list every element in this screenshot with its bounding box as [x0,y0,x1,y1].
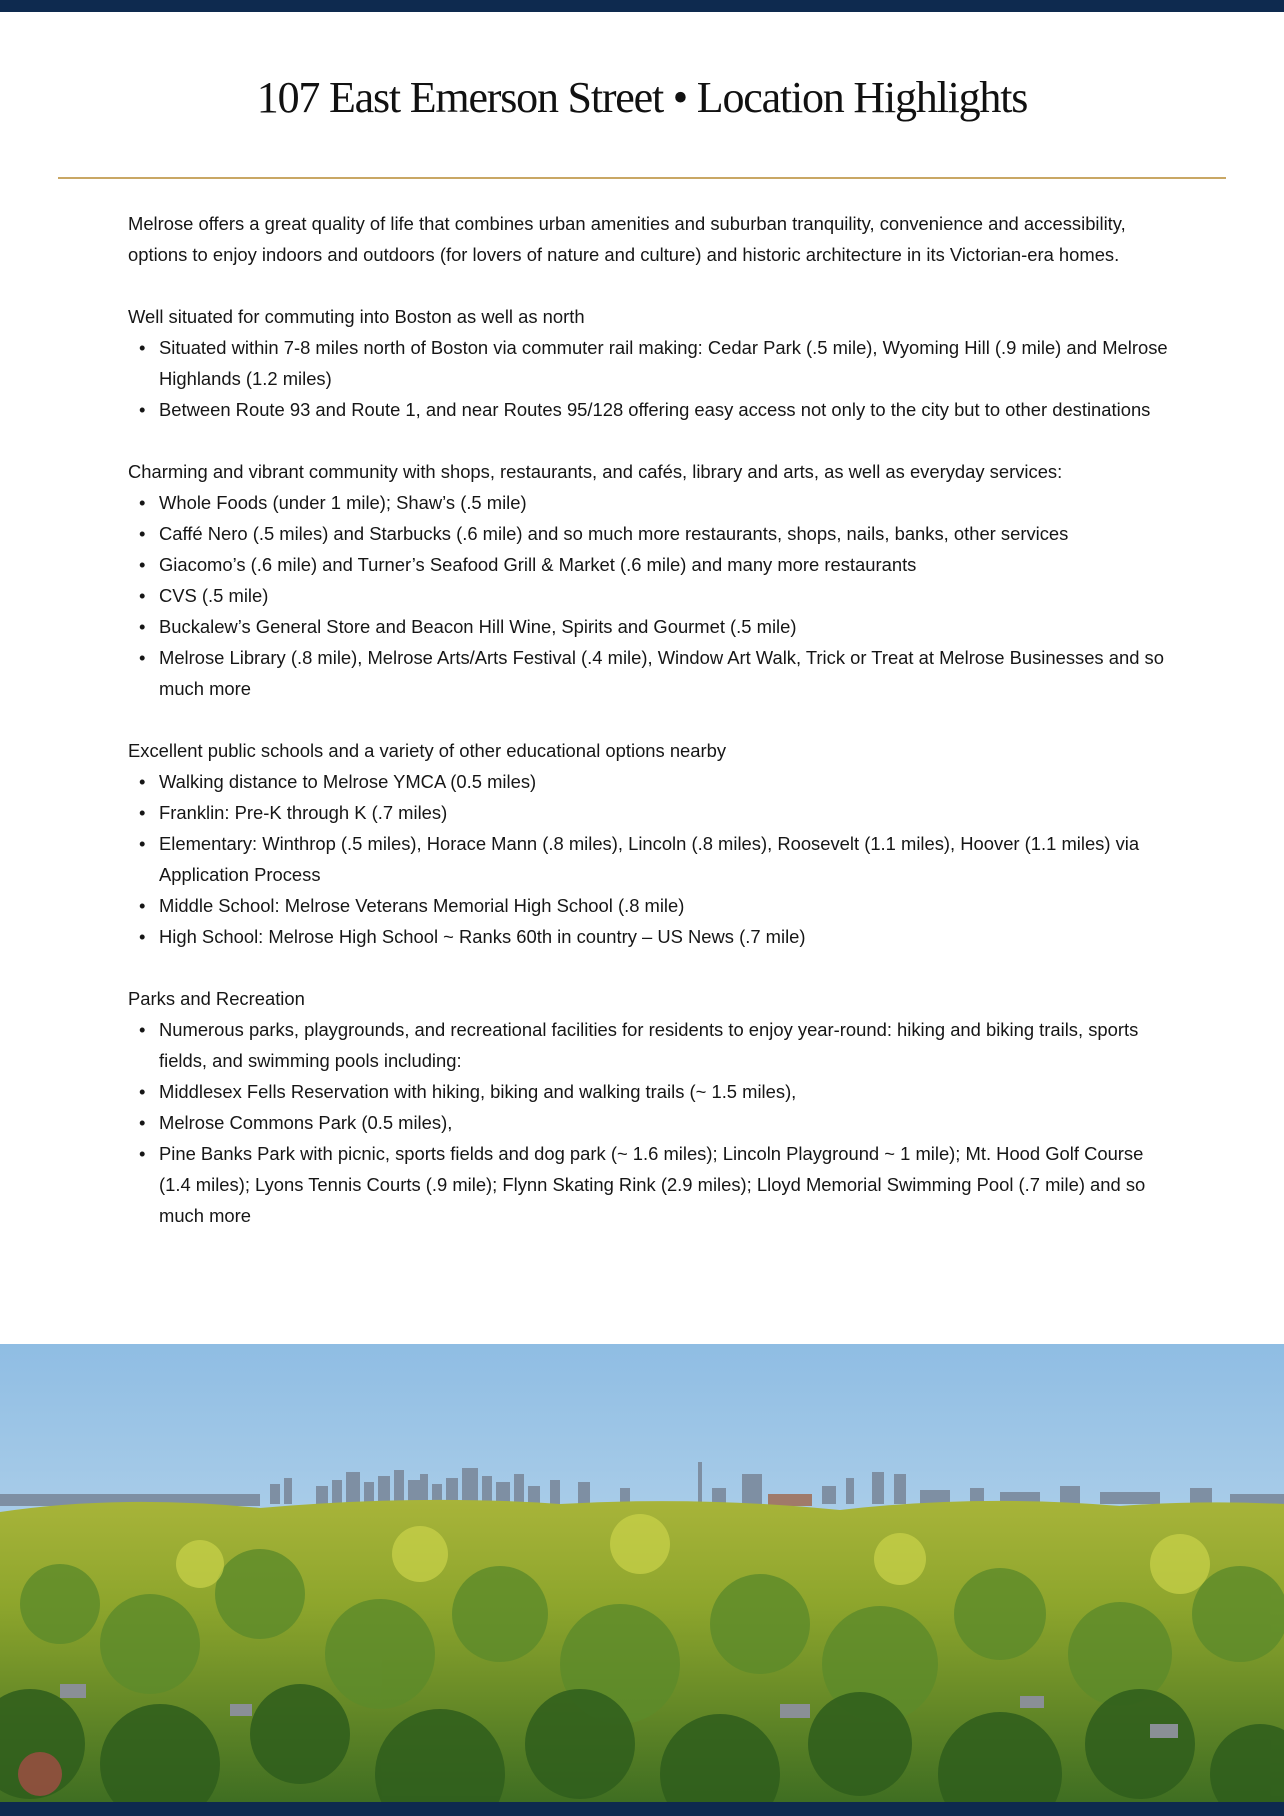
top-accent-bar [0,0,1284,12]
list-item-text: Situated within 7-8 miles north of Boston via commuter rail making: Cedar Park (.5 mile), Wyoming Hill (.9 mile) and Melrose Highlands (1.2 miles) [159,337,1168,389]
list-item-text: Melrose Library (.8 mile), Melrose Arts/Arts Festival (.4 mile), Window Art Walk, Trick or Treat at Melrose Businesses and so much more [159,647,1164,699]
bullet-list [128,487,1168,704]
intro-paragraph: Melrose offers a great quality of life that combines urban amenities and suburban tranquility, convenience and accessibility, options to enjoy indoors and outdoors (for lovers of nature and culture) and historic architecture in its Victorian-era homes. [128,213,1126,265]
list-item-text: Franklin: Pre-K through K (.7 miles) [159,802,448,823]
list-item [128,487,1168,518]
sections-container [128,301,1168,1231]
bullet-list [128,1014,1168,1231]
list-item-text: Between Route 93 and Route 1, and near Routes 95/128 offering easy access not only to the city but to other destinations [159,399,1151,420]
list-item-text: Middlesex Fells Reservation with hiking, biking and walking trails (~ 1.5 miles), [159,1081,797,1102]
list-item-text: CVS (.5 mile) [159,585,269,606]
bullet-icon: • [139,771,146,792]
bullet-icon: • [139,1112,146,1133]
document-body [128,208,1168,1231]
list-item-text: Buckalew’s General Store and Beacon Hill Wine, Spirits and Gourmet (.5 mile) [159,616,797,637]
list-item [128,549,1168,580]
list-item-text: Walking distance to Melrose YMCA (0.5 miles) [159,771,537,792]
list-item-text: Numerous parks, playgrounds, and recreational facilities for residents to enjoy year-round: hiking and biking trails, sports fields, and swimming pools including: [159,1019,1139,1071]
list-item [128,828,1168,890]
bullet-icon: • [139,926,146,947]
section [128,456,1168,704]
section [128,735,1168,952]
bullet-icon: • [139,337,146,358]
list-item [128,580,1168,611]
skyline-photo [0,1344,1284,1802]
bullet-list [128,766,1168,952]
list-item [128,518,1168,549]
bullet-icon: • [139,1081,146,1102]
section-heading: Well situated for commuting into Boston as well as north [128,306,585,327]
bullet-icon: • [139,523,146,544]
bottom-accent-bar [0,1802,1284,1816]
bullet-icon: • [139,554,146,575]
list-item [128,1076,1168,1107]
list-item [128,1138,1168,1231]
list-item-text: Middle School: Melrose Veterans Memorial High School (.8 mile) [159,895,685,916]
list-item [128,394,1168,425]
list-item-text: Elementary: Winthrop (.5 miles), Horace Mann (.8 miles), Lincoln (.8 miles), Roosevelt (1.1 miles), Hoover (1.1 miles) via Application Process [159,833,1140,885]
list-item-text: Caffé Nero (.5 miles) and Starbucks (.6 mile) and so much more restaurants, shops, nails, banks, other services [159,523,1069,544]
list-item [128,642,1168,704]
bullet-icon: • [139,492,146,513]
gold-divider [58,177,1226,179]
list-item [128,1014,1168,1076]
list-item-text: Pine Banks Park with picnic, sports fields and dog park (~ 1.6 miles); Lincoln Playground ~ 1 mile); Mt. Hood Golf Course (1.4 miles); Lyons Tennis Courts (.9 mile); Flynn Skating Rink (2.9 miles); Lloyd Memorial Swimming Pool (.7 mile) and so much more [159,1143,1146,1226]
bullet-icon: • [139,895,146,916]
list-item-text: High School: Melrose High School ~ Ranks 60th in country – US News (.7 mile) [159,926,806,947]
bullet-icon: • [139,647,146,668]
bullet-icon: • [139,833,146,854]
list-item-text: Melrose Commons Park (0.5 miles), [159,1112,453,1133]
section-heading: Parks and Recreation [128,988,305,1009]
section [128,983,1168,1231]
bullet-icon: • [139,399,146,420]
list-item [128,797,1168,828]
list-item [128,332,1168,394]
section-heading: Charming and vibrant community with shops, restaurants, and cafés, library and arts, as well as everyday services: [128,461,1063,482]
bullet-icon: • [139,1143,146,1164]
list-item [128,611,1168,642]
section [128,301,1168,425]
bullet-icon: • [139,616,146,637]
page-title: 107 East Emerson Street • Location Highlights [256,73,1028,122]
section-heading: Excellent public schools and a variety of other educational options nearby [128,740,727,761]
bullet-icon: • [139,802,146,823]
list-item [128,766,1168,797]
bullet-icon: • [139,585,146,606]
bullet-icon: • [139,1019,146,1040]
list-item-text: Whole Foods (under 1 mile); Shaw’s (.5 mile) [159,492,527,513]
list-item-text: Giacomo’s (.6 mile) and Turner’s Seafood Grill & Market (.6 mile) and many more restaurants [159,554,917,575]
list-item [128,921,1168,952]
list-item [128,1107,1168,1138]
bullet-list [128,332,1168,425]
list-item [128,890,1168,921]
